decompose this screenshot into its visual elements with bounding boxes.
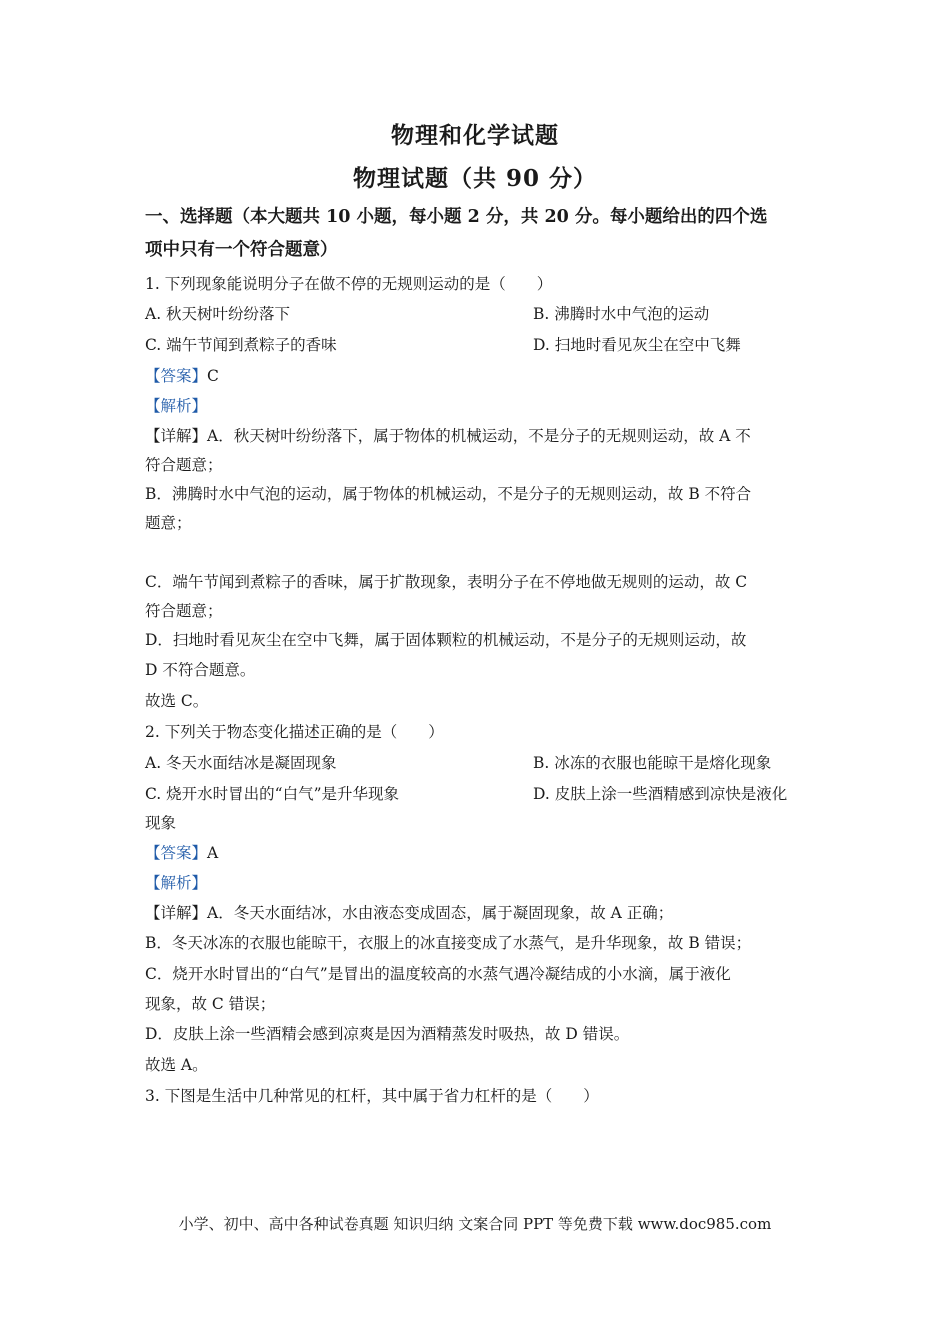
answer-tag: 【答案】 bbox=[145, 367, 208, 385]
q2-conclusion: 故选 A。 bbox=[145, 1056, 208, 1074]
q2-option-a: A. 冬天水面结冰是凝固现象 bbox=[145, 754, 337, 772]
q2-answer-value: A bbox=[207, 844, 219, 862]
q2-option-c: C. 烧开水时冒出的“白气”是升华现象 bbox=[145, 785, 400, 803]
q1-answer-value: C bbox=[207, 367, 219, 385]
q1-explanation-line-2: 符合题意； bbox=[145, 456, 223, 474]
q1-analysis-tag: 【解析】 bbox=[145, 397, 208, 415]
document-title: 物理和化学试题 bbox=[391, 122, 559, 149]
q1-explanation-line-6: 符合题意； bbox=[145, 602, 223, 620]
section-heading-line-1: 一、选择题（本大题共 10 小题，每小题 2 分，共 20 分。每小题给出的四个选 bbox=[145, 207, 768, 227]
q2-explanation-line-2: B．冬天冰冻的衣服也能晾干，衣服上的冰直接变成了水蒸气，是升华现象，故 B 错误； bbox=[145, 934, 752, 952]
q1-explanation-line-4: 题意； bbox=[145, 514, 192, 532]
q1-explanation-line-3: B．沸腾时水中气泡的运动，属于物体的机械运动，不是分子的无规则运动，故 B 不符合 bbox=[145, 485, 752, 503]
q2-explanation-line-4: 现象，故 C 错误； bbox=[145, 995, 276, 1013]
document-subtitle: 物理试题（共 90 分） bbox=[352, 165, 598, 192]
q1-explanation-line-1 bbox=[145, 426, 751, 446]
q1-explanation-line-5: C．端午节闻到煮粽子的香味，属于扩散现象，表明分子在不停地做无规则的运动，故 C bbox=[145, 573, 748, 591]
q1-option-c: C. 端午节闻到煮粽子的香味 bbox=[145, 336, 337, 354]
q1-answer bbox=[145, 366, 219, 386]
q1-option-a: A. 秋天树叶纷纷落下 bbox=[145, 305, 291, 323]
q1-conclusion: 故选 C。 bbox=[145, 692, 209, 710]
q2-option-d-continued: 现象 bbox=[145, 814, 177, 832]
q2-explanation-line-5: D．皮肤上涂一些酒精会感到凉爽是因为酒精蒸发时吸热，故 D 错误。 bbox=[145, 1025, 630, 1043]
detail-tag: 【详解】 bbox=[145, 904, 208, 922]
q2-explanation-line-1 bbox=[145, 903, 673, 923]
q1-explanation-line-7: D．扫地时看见灰尘在空中飞舞，属于固体颗粒的机械运动，不是分子的无规则运动，故 bbox=[145, 631, 747, 649]
q1-explanation-line-8: D 不符合题意。 bbox=[145, 661, 256, 679]
q2-answer bbox=[145, 843, 218, 863]
q1-option-b: B. 沸腾时水中气泡的运动 bbox=[533, 305, 710, 323]
section-heading-line-2: 项中只有一个符合题意） bbox=[145, 240, 338, 260]
q2-analysis-tag: 【解析】 bbox=[145, 874, 208, 892]
q1-option-d: D. 扫地时看见灰尘在空中飞舞 bbox=[533, 336, 741, 354]
answer-tag: 【答案】 bbox=[145, 844, 208, 862]
q2-option-d: D. 皮肤上涂一些酒精感到凉快是液化 bbox=[533, 785, 788, 803]
q2-explanation-line-3: C．烧开水时冒出的“白气”是冒出的温度较高的水蒸气遇冷凝结成的小水滴，属于液化 bbox=[145, 965, 731, 983]
q2-exp-text-1: A．冬天水面结冰，水由液态变成固态，属于凝固现象，故 A 正确； bbox=[207, 904, 674, 922]
q2-stem: 2. 下列关于物态变化描述正确的是（ ） bbox=[145, 723, 444, 741]
q1-exp-text-1: A．秋天树叶纷纷落下，属于物体的机械运动，不是分子的无规则运动，故 A 不 bbox=[207, 427, 751, 445]
page-footer: 小学、初中、高中各种试卷真题 知识归纳 文案合同 PPT 等免费下载 www.doc985.com bbox=[178, 1215, 772, 1233]
q3-stem: 3. 下图是生活中几种常见的杠杆，其中属于省力杠杆的是（ ） bbox=[145, 1087, 599, 1105]
q2-option-b: B. 冰冻的衣服也能晾干是熔化现象 bbox=[533, 754, 772, 772]
detail-tag: 【详解】 bbox=[145, 427, 208, 445]
q1-stem: 1. 下列现象能说明分子在做不停的无规则运动的是（ ） bbox=[145, 275, 553, 293]
